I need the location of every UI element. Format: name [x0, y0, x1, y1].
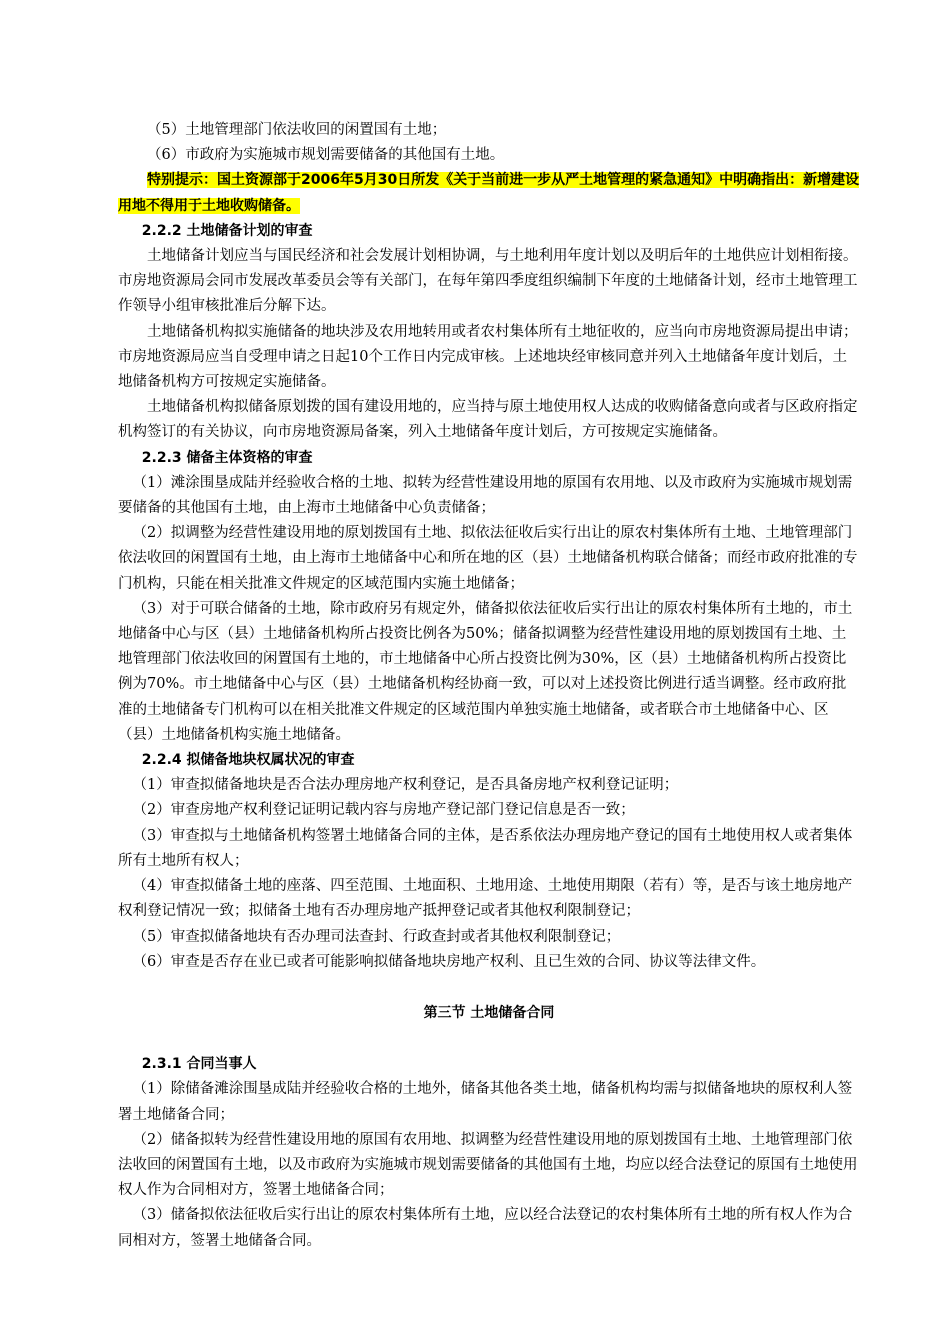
heading-2-2-3: 2.2.3 储备主体资格的审查 — [141, 449, 313, 466]
paragraph: （6）审查是否存在业已或者可能影响拟储备地块房地产权利、且已生效的合同、协议等法律文件。 — [132, 953, 766, 970]
paragraph: （2）拟调整为经营性建设用地的原划拨国有土地、拟依法征收后实行出让的原农村集体所有土地、土地管理部门依法收回的闲置国有土地，由上海市土地储备中心和所在地的区（县）土地储备机构联合储备；而经市政府批准的专门机构，只能在相关批准文件规定的区域范围内实施土地储备； — [118, 525, 858, 592]
paragraph: （3）储备拟依法征收后实行出让的原农村集体所有土地，应以经合法登记的农村集体所有土地的所有权人作为合同相对方，签署土地储备合同。 — [118, 1207, 853, 1249]
special-note-text: 特别提示：国土资源部于2006年5月30日所发《关于当前进一步从严土地管理的紧急通知》中明确指出：新增建设用地不得用于土地收购储备。 — [118, 172, 860, 214]
paragraph: （2）审查房地产权利登记证明记载内容与房地产登记部门登记信息是否一致； — [132, 802, 635, 819]
paragraph: （3）对于可联合储备的土地，除市政府另有规定外，储备拟依法征收后实行出让的原农村集体所有土地的，市土地储备中心与区（县）土地储备机构所占投资比例各为50%；储备拟调整为经营性建设用地的原划拨国有土地、土地管理部门依法收回的闲置国有土地的，市土地储备中心所占投资比例为30%，区（县）土地储备机构所占投资比例为70%。市土地储备中心与区（县）土地储备机构经协商一致，可以对上述投资比例进行适当调整。经市政府批准的土地储备专门机构可以在相关批准文件规定的区域范围内单独实施土地储备，或者联合市土地储备中心、区（县）土地储备机构实施土地储备。 — [118, 600, 853, 743]
paragraph: （6）市政府为实施城市规划需要储备的其他国有土地。 — [147, 147, 505, 164]
paragraph: （1）滩涂围垦成陆并经验收合格的土地、拟转为经营性建设用地的原国有农用地、以及市政府为实施城市规划需要储备的其他国有土地，由上海市土地储备中心负责储备； — [118, 474, 853, 517]
paragraph: （5）土地管理部门依法收回的闲置国有土地； — [147, 122, 447, 138]
paragraph: （5）审查拟储备地块有否办理司法查封、行政查封或者其他权利限制登记； — [132, 928, 621, 945]
paragraph: （1）除储备滩涂围垦成陆并经验收合格的土地外，储备其他各类土地，储备机构均需与拟储备地块的原权利人签署土地储备合同； — [118, 1081, 853, 1123]
heading-2-2-2: 2.2.2 土地储备计划的审查 — [141, 222, 313, 239]
section-title: 第三节 土地储备合同 — [423, 1004, 555, 1021]
paragraph: 土地储备机构拟储备原划拨的国有建设用地的，应当持与原土地使用权人达成的收购储备意向或者与区政府指定机构签订的有关协议，向市房地资源局备案，列入土地储备年度计划后，方可按规定实施储备。 — [118, 399, 858, 441]
paragraph: （2）储备拟转为经营性建设用地的原国有农用地、拟调整为经营性建设用地的原划拨国有土地、土地管理部门依法收回的闲置国有土地，以及市政府为实施城市规划需要储备的其他国有土地，均应以经合法登记的原国有土地使用权人作为合同相对方，签署土地储备合同； — [118, 1131, 858, 1199]
heading-2-2-4: 2.2.4 拟储备地块权属状况的审查 — [141, 752, 355, 769]
paragraph: 土地储备机构拟实施储备的地块涉及农用地转用或者农村集体所有土地征收的，应当向市房地资源局提出申请；市房地资源局应当自受理申请之日起10个工作日内完成审核。上述地块经审核同意并列入土地储备年度计划后，土地储备机构方可按规定实施储备。 — [118, 323, 858, 391]
paragraph: （4）审查拟储备土地的座落、四至范围、土地面积、土地用途、土地使用期限（若有）等，是否与该土地房地产权利登记情况一致；拟储备土地有否办理房地产抵押登记或者其他权利限制登记； — [118, 878, 853, 920]
paragraph: （3）审查拟与土地储备机构签署土地储备合同的主体，是否系依法办理房地产登记的国有土地使用权人或者集体所有土地所有权人； — [118, 827, 853, 869]
special-note — [118, 168, 860, 218]
paragraph: （1）审查拟储备地块是否合法办理房地产权利登记，是否具备房地产权利登记证明； — [132, 777, 679, 794]
document-body — [118, 118, 860, 1254]
heading-2-3-1: 2.3.1 合同当事人 — [141, 1056, 257, 1073]
paragraph: 土地储备计划应当与国民经济和社会发展计划相协调，与土地利用年度计划以及明后年的土地供应计划相衔接。市房地资源局会同市发展改革委员会等有关部门，在每年第四季度组织编制下年度的土地储备计划，经市土地管理工作领导小组审核批准后分解下达。 — [118, 248, 858, 315]
